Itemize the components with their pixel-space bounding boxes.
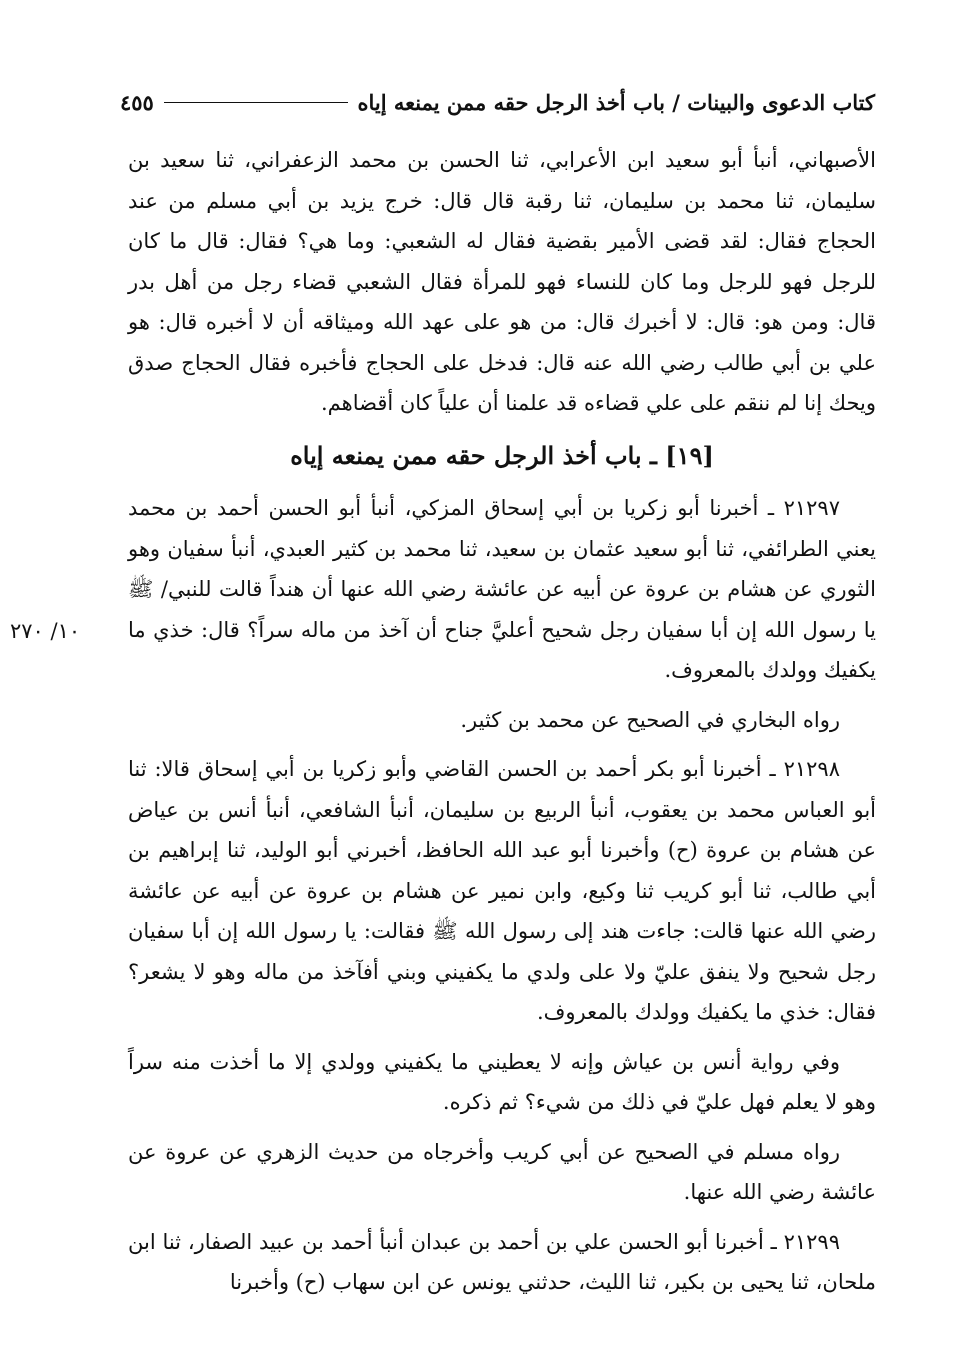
hadith-21298: ٢١٢٩٨ ـ أخبرنا أبو بكر أحمد بن الحسن القاضي وأبو زكريا بن أبي إسحاق قالا: ثنا أبو العباس محمد بن يعقوب، أنبأ الربيع بن سليمان، أنبأ الشافعي، أنبأ أنس بن عياض عن هشام بن عروة (ح) وأخبرنا أبو عبد الله الحافظ، أخبرني أبو الوليد، ثنا إبراهيم بن أبي طالب، ثنا أبو كريب ثنا وكيع، وابن نمير عن هشام بن عروة عن أبيه عن عائشة رضي الله عنها قالت: جاءت هند إلى رسول الله ﷺ فقالت: يا رسول الله إن أبا سفيان رجل شحيح ولا ينفق عليّ ولا على ولدي ما يكفيني وبني أفآخذ من ماله وهو لا يشعر؟ فقال: خذي ما يكفيك وولدك بالمعروف.	[128, 757, 876, 1024]
chapter-heading: [١٩] ـ باب أخذ الرجل حقه ممن يمنعه إياه	[290, 440, 714, 470]
header-rule	[164, 102, 348, 103]
running-header	[120, 82, 875, 122]
page-body	[128, 140, 876, 1303]
hadith-21297: ٢١٢٩٧ ـ أخبرنا أبو زكريا بن أبي إسحاق المزكي، أنبأ أبو الحسن أحمد بن محمد يعني الطرائفي، ثنا أبو سعيد عثمان بن سعيد، ثنا محمد بن كثير العبدي، أنبأ سفيان وهو الثوري عن هشام بن عروة عن أبيه عن عائشة رضي الله عنها أن هنداً قالت للنبي/ ﷺ يا رسول الله إن أبا سفيان رجل شحيح أعليَّ جناح أن آخذ من ماله سراً؟ قال: خذي ما يكفيك وولدك بالمعروف.	[128, 496, 876, 682]
hadith-21299: ٢١٢٩٩ ـ أخبرنا أبو الحسن علي بن أحمد بن عبدان أنبأ أحمد بن عبيد الصفار، ثنا ابن ملحان، ثنا يحيى بن بكير، ثنا الليث، حدثني يونس عن ابن سهاب (ح) وأخبرنا	[128, 1229, 876, 1294]
page-number: ٤٥٥	[120, 89, 154, 115]
running-title: كتاب الدعوى والبينات / باب أخذ الرجل حقه ممن يمنعه إياه	[357, 89, 875, 115]
margin-page-reference: ١٠/ ٢٧٠	[10, 619, 81, 643]
narration-variant: وفي رواية أنس بن عياش وإنه لا يعطيني ما يكفيني وولدي إلا ما أخذت منه سراً وهو لا يعلم فهل عليّ في ذلك من شيء؟ ثم ذكره.	[128, 1049, 876, 1114]
paragraph-continuation: الأصبهاني، أنبأ أبو سعيد ابن الأعرابي، ثنا الحسن بن محمد الزعفراني، ثنا سعيد بن سليمان، ثنا محمد بن سليمان، ثنا رقبة قال قال: خرج يزيد بن أبي مسلم من عند الحجاج فقال: لقد قضى الأمير بقضية فقال له الشعبي: وما هي؟ فقال: قال ما كان للرجل فهو للرجل وما كان للنساء فهو للمرأة فقال الشعبي قضاء رجل من أهل بدر قال: ومن هو: قال: لا أخبرك قال: من هو على عهد الله وميثاقه أن لا أخبره قال: هو علي بن أبي طالب رضي الله عنه قال: فدخل على الحجاج فأخبره فقال الحجاج صدق ويحك إنا لم ننقم على علي قضاءه قد علمنا أن علياً كان أقضاهم.	[128, 148, 876, 415]
narration-note-bukhari: رواه البخاري في الصحيح عن محمد بن كثير.	[460, 707, 840, 732]
narration-note-muslim: رواه مسلم في الصحيح عن أبي كريب وأخرجاه من حديث الزهري عن عروة عن عائشة رضي الله عنها.	[128, 1139, 876, 1204]
